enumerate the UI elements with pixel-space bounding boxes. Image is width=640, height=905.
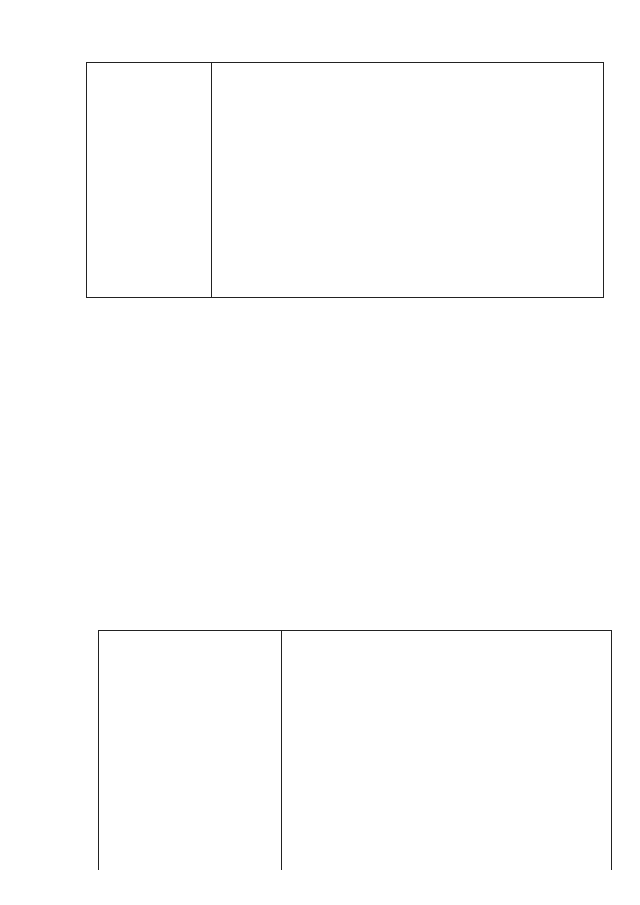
funding-table	[98, 630, 612, 870]
funding-table-label-cell	[99, 631, 282, 870]
top-table-left-cell	[87, 63, 212, 297]
top-table	[86, 62, 604, 298]
